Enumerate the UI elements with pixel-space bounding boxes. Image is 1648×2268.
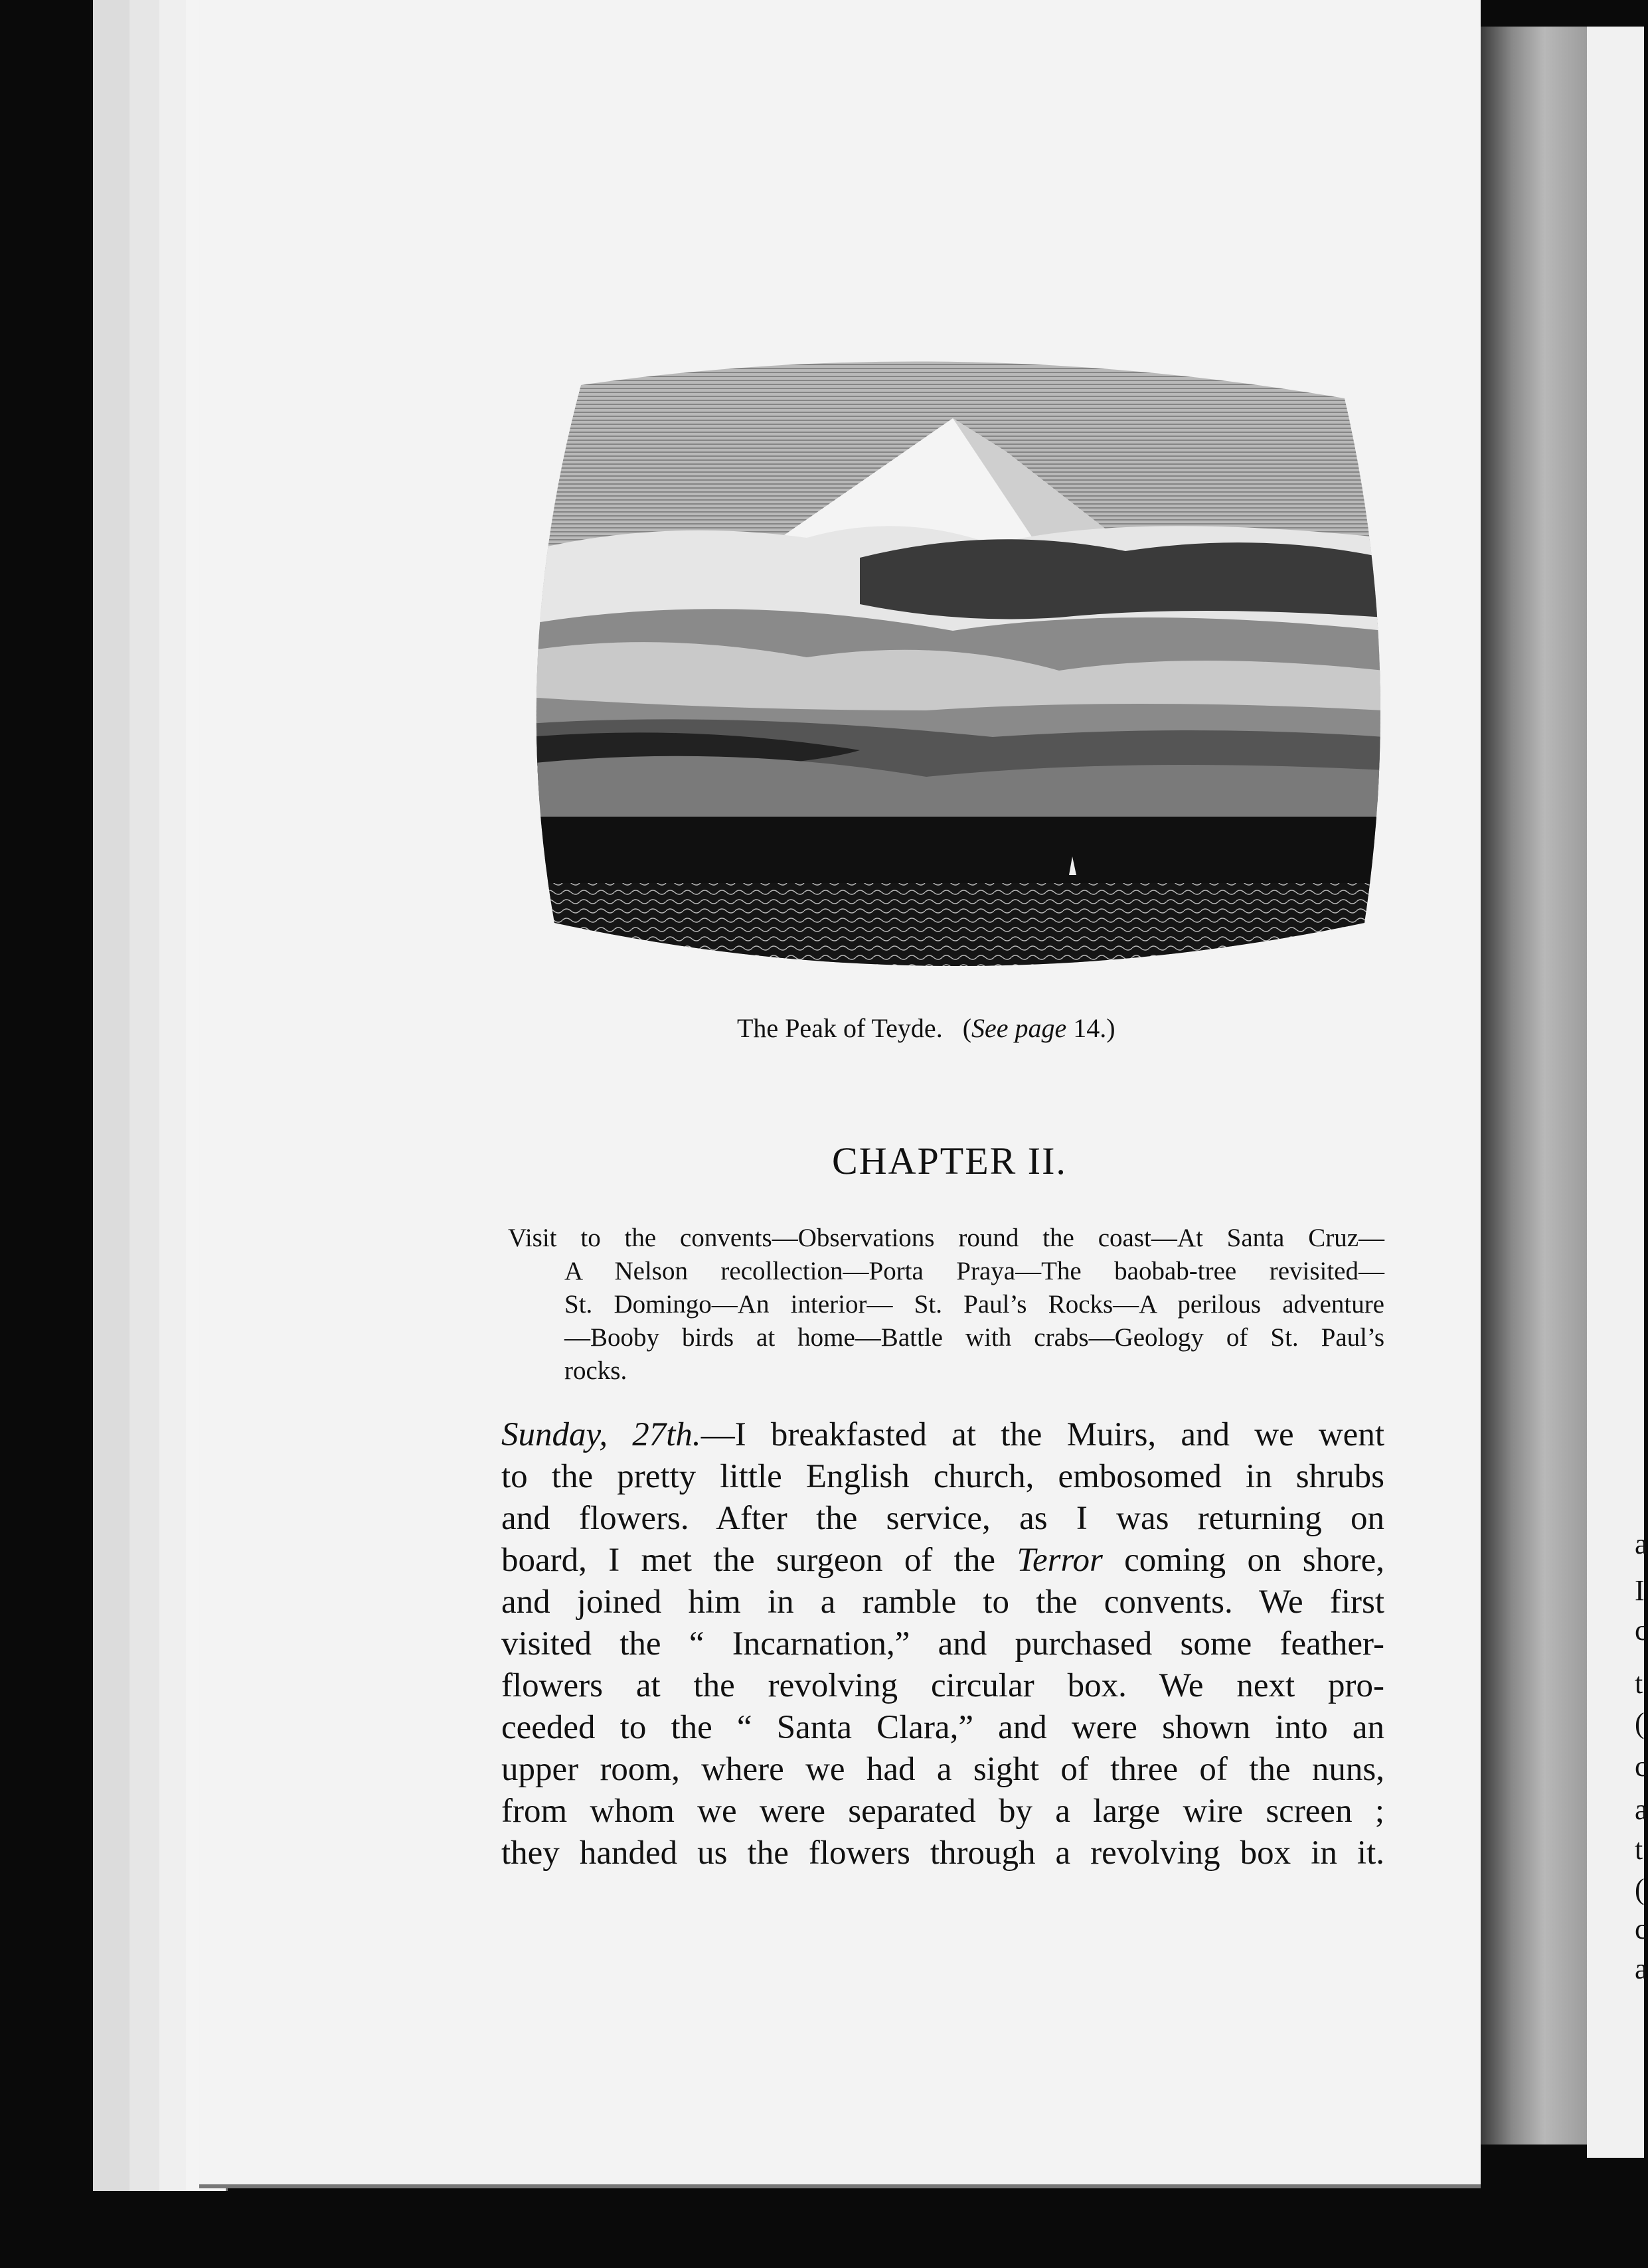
facing-page-fragment: a [1635,1793,1648,1826]
synopsis-line: —Booby birds at home—Battle with crabs—Geology of St. Paul’s [564,1323,1384,1352]
chapter-synopsis [508,1222,1384,1388]
body-line: upper room, where we had a sight of three of the nuns, [501,1751,1384,1788]
caption-page-number: 14. [1073,1013,1107,1043]
body-line: visited the “ Incarnation,” and purchased some feather- [501,1625,1384,1662]
caption-reference: (See page 14.) [962,1013,1115,1043]
facing-page-fragment: t [1635,1833,1643,1866]
gutter-shadow [1481,27,1587,2145]
caption-title: The Peak of Teyde. [737,1013,943,1043]
body-paragraph [501,1414,1384,1874]
body-line [501,1414,1384,1456]
illustration-caption [737,1012,1242,1044]
ship-name: Terror [1017,1542,1103,1579]
body-line: flowers at the revolving circular box. We next pro- [501,1667,1384,1704]
body-line: and flowers. After the service, as I was returning on [501,1500,1384,1537]
body-line-text: —I breakfasted at the Muirs, and we went [700,1416,1384,1453]
facing-page-fragment: c [1635,1614,1648,1647]
body-line: ceeded to the “ Santa Clara,” and were shown into an [501,1709,1384,1746]
facing-page-fragment: a [1635,1953,1648,1985]
facing-page-fragment: a [1635,1528,1648,1560]
facing-page-fragment: ( [1635,1707,1645,1740]
body-line: they handed us the flowers through a revolving box in it. [501,1834,1384,1872]
synopsis-line: Visit to the convents—Observations round the coast—At Santa Cruz— [508,1224,1384,1252]
page-edge [93,0,135,2191]
peak-of-teyde-illustration [528,339,1384,993]
synopsis-line: A Nelson recollection—Porta Praya—The baobab-tree revisited— [564,1257,1384,1285]
facing-page-fragment: c [1635,1913,1648,1945]
facing-page-fragment: ( [1635,1873,1645,1905]
body-line-text: board, I met the surgeon of the [501,1542,1017,1579]
synopsis-line: St. Domingo—An interior— St. Paul’s Rocks—A perilous adventure [564,1290,1384,1319]
facing-page-fragment: I [1635,1574,1645,1607]
body-line: to the pretty little English church, embosomed in shrubs [501,1458,1384,1495]
body-line: and joined him in a ramble to the convents. We first [501,1583,1384,1621]
date-label: Sunday, 27th. [501,1416,701,1453]
body-line [501,1540,1384,1581]
chapter-title: CHAPTER II. [832,1139,1067,1182]
caption-see-page: See page [971,1013,1067,1043]
facing-page-fragment: c [1635,1750,1648,1783]
body-line-text: coming on shore, [1102,1542,1384,1579]
facing-page-fragment: t [1635,1667,1643,1700]
body-line: from whom we were separated by a large wire screen ; [501,1793,1384,1830]
synopsis-line: rocks. [564,1356,627,1385]
